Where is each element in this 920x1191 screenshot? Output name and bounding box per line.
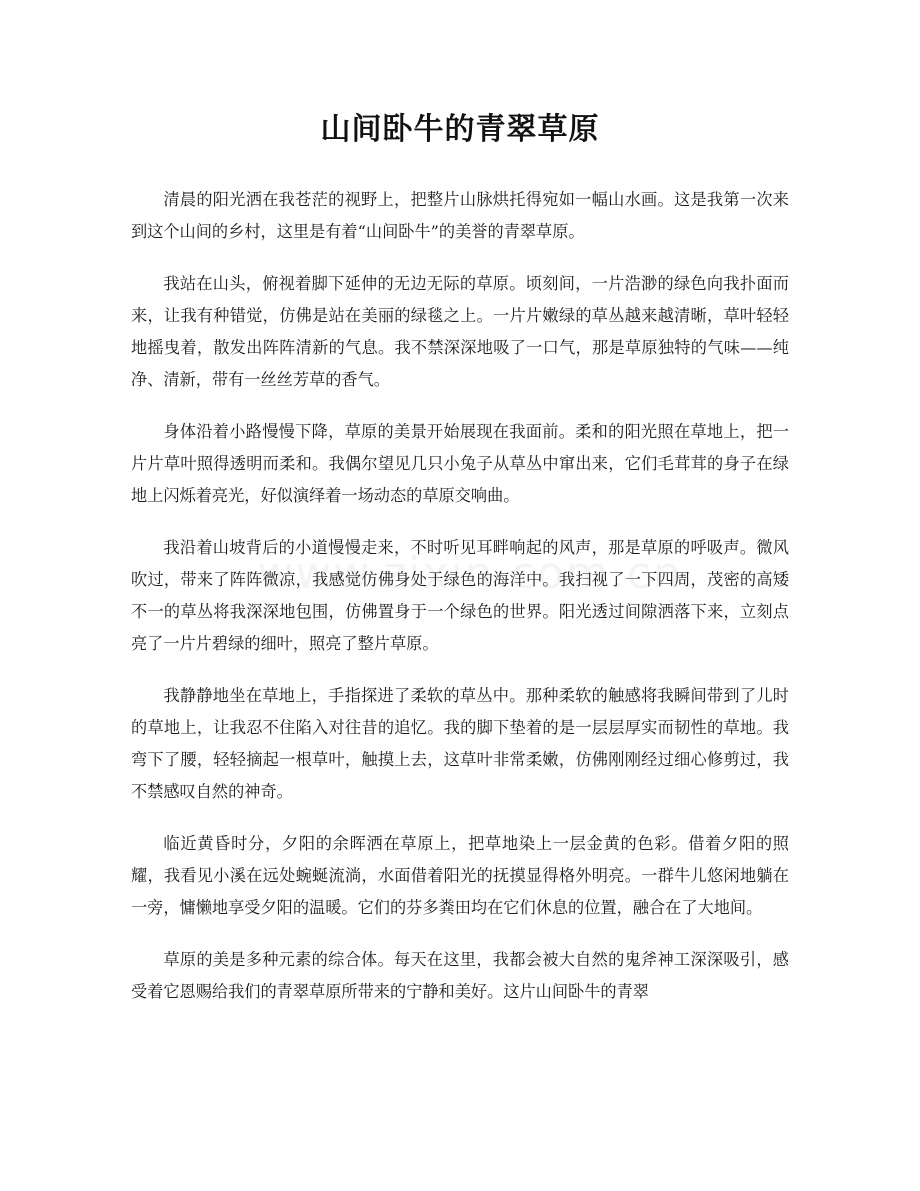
paragraph: 清晨的阳光洒在我苍茫的视野上，把整片山脉烘托得宛如一幅山水画。这是我第一次来到这个山间的乡村，这里是有着“山间卧牛”的美誉的青翠草原。 xyxy=(131,190,789,241)
paragraph: 草原的美是多种元素的综合体。每天在这里，我都会被大自然的鬼斧神工深深吸引，感受着它恩赐给我们的青翠草原所带来的宁静和美好。这片山间卧牛的青翠 xyxy=(131,950,789,1001)
paragraph: 我站在山头，俯视着脚下延伸的无边无际的草原。顷刻间，一片浩渺的绿色向我扑面而来，让我有种错觉，仿佛是站在美丽的绿毯之上。一片片嫩绿的草丛越来越清晰，草叶轻轻地摇曳着，散发出阵阵清新的气息。我不禁深深地吸了一口气，那是草原独特的气味——纯净、清新，带有一丝丝芳草的香气。 xyxy=(131,274,789,389)
paragraph: 我沿着山坡背后的小道慢慢走来，不时听见耳畔响起的风声，那是草原的呼吸声。微风吹过，带来了阵阵微凉，我感觉仿佛身处于绿色的海洋中。我扫视了一下四周，茂密的高矮不一的草丛将我深深地包围，仿佛置身于一个绿色的世界。阳光透过间隙洒落下来，立刻点亮了一片片碧绿的细叶，照亮了整片草原。 xyxy=(131,538,789,653)
paragraph: 我静静地坐在草地上，手指探进了柔软的草丛中。那种柔软的触感将我瞬间带到了儿时的草地上，让我忍不住陷入对往昔的追忆。我的脚下垫着的是一层层厚实而韧性的草地。我弯下了腰，轻轻摘起一根草叶，触摸上去，这草叶非常柔嫩，仿佛刚刚经过细心修剪过，我不禁感叹自然的神奇。 xyxy=(131,686,789,801)
article-body xyxy=(131,184,789,1028)
paragraph: 身体沿着小路慢慢下降，草原的美景开始展现在我面前。柔和的阳光照在草地上，把一片片草叶照得透明而柔和。我偶尔望见几只小兔子从草丛中窜出来，它们毛茸茸的身子在绿地上闪烁着亮光，好似演绎着一场动态的草原交响曲。 xyxy=(131,422,789,505)
page-title: 山间卧牛的青翠草原 xyxy=(320,112,600,147)
paragraph: 临近黄昏时分，夕阳的余晖洒在草原上，把草地染上一层金黄的色彩。借着夕阳的照耀，我看见小溪在远处蜿蜒流淌，水面借着阳光的抚摸显得格外明亮。一群牛儿悠闲地躺在一旁，慵懒地享受夕阳的温暖。它们的芬多粪田均在它们休息的位置，融合在了大地间。 xyxy=(131,834,789,917)
